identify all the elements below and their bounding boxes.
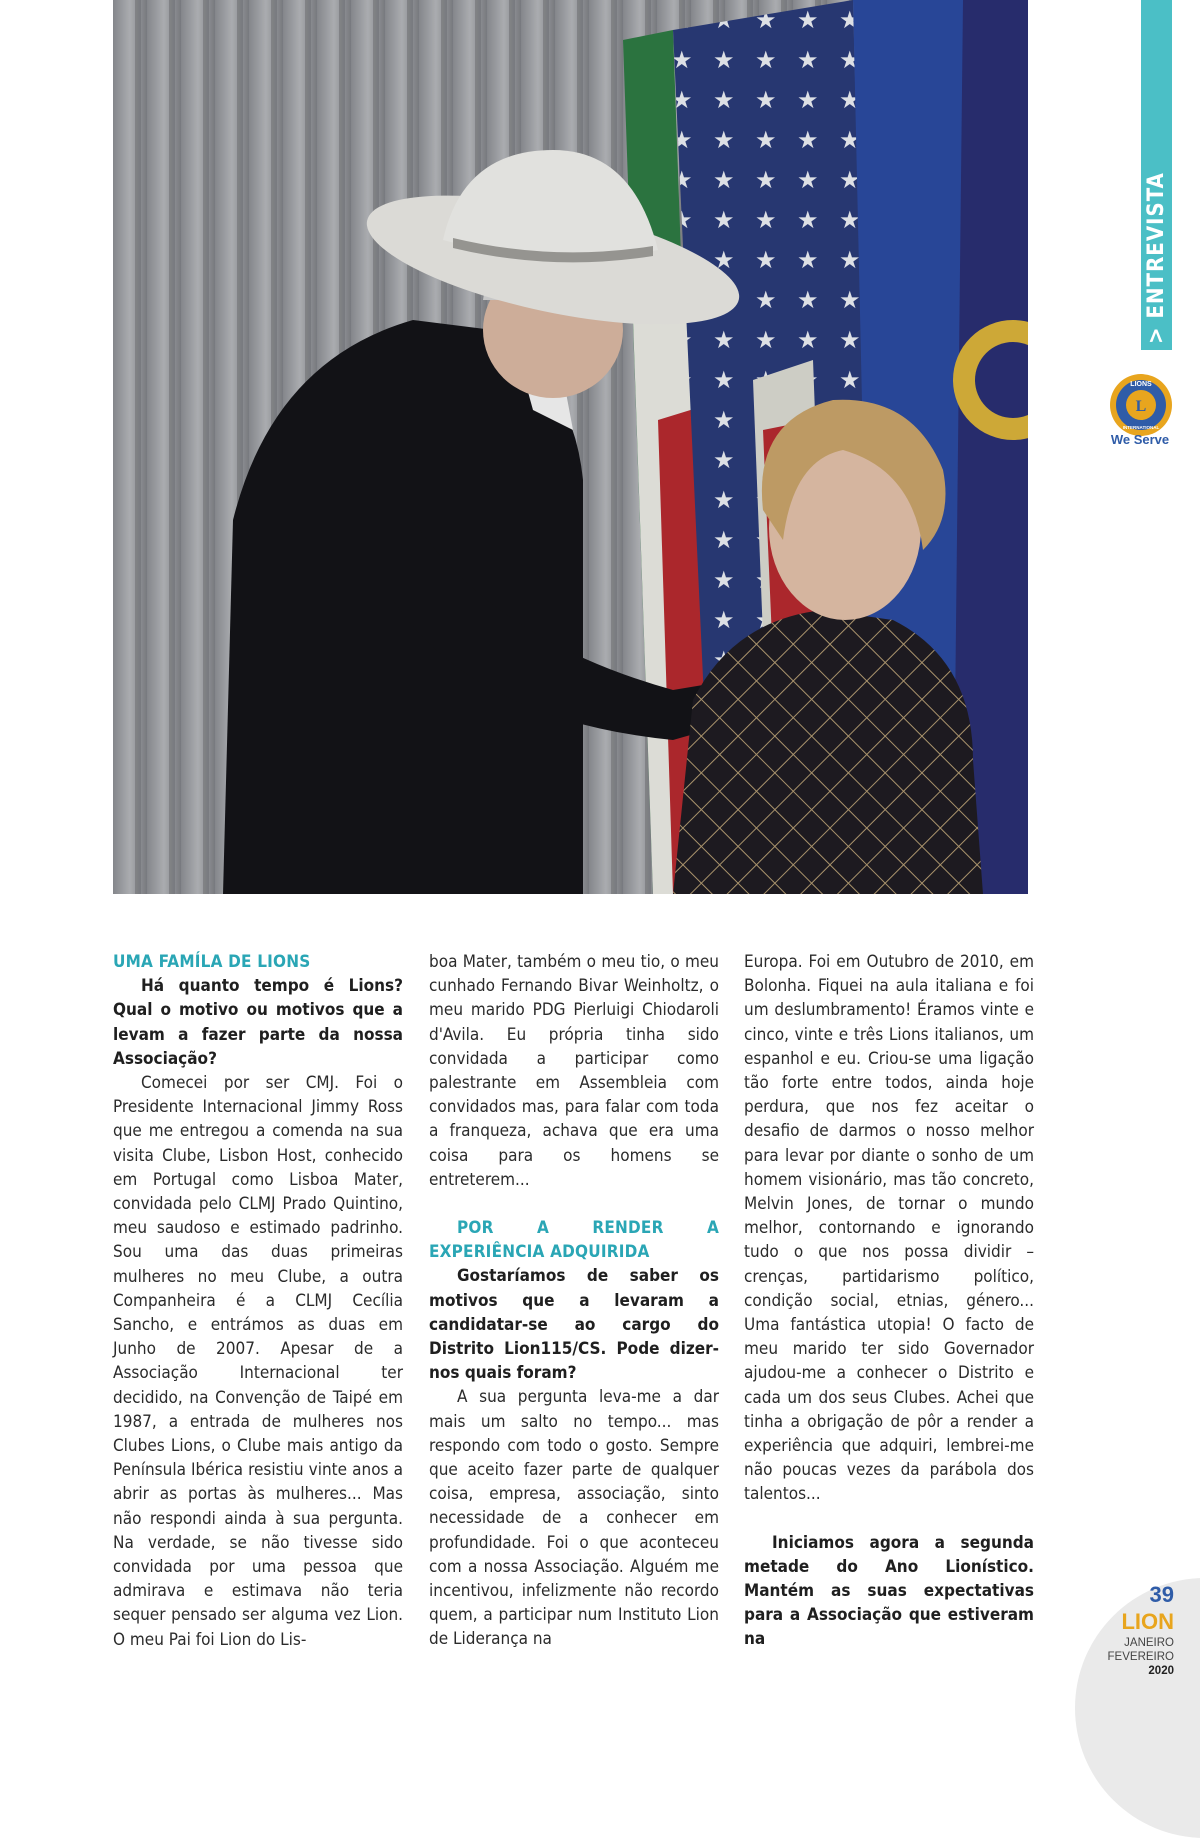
page-number: 39 (1149, 1582, 1174, 1607)
interview-answer-1: Comecei por ser CMJ. Foi o Presidente Internacional Jimmy Ross que me entregou a comenda na sua visita Clube, Lisbon Host, conhecido em Portugal como Lisboa Mater, convidada pelo CLMJ Prado Quintino, meu saudoso e estimado padrinho. Sou uma das duas primeiras mulheres no meu Clube, a outra Companheira é a CLMJ Cecília Sancho, e entrámos as duas em Junho de 2007. Apesar de a Associação Internacional ter decidido, na Convenção de Taipé em 1987, a entrada de mulheres nos Clubes Lions, o Clube mais antigo da Península Ibérica resistiu vinte anos a abrir as portas às mulheres... Mas não respondi ainda à sua pergunta. Na verdade, se não tivesse sido convidada por uma pessoa que admirava e estimava não teria sequer pensado ser alguma vez Lion. O meu Pai foi Lion do Lis- (113, 1073, 403, 1650)
interview-answer-1-continued: boa Mater, também o meu tio, o meu cunhado Fernando Bivar Weinholtz, o meu marido PDG Pierluigi Chiodaroli d'Avila. Eu própria tinha sido convidada a participar como palestrante em Assembleia com convidados mas, para falar com toda a franqueza, achava que era uma coisa para os homens se entreterem... (429, 952, 719, 1190)
interview-question-1: Há quanto tempo é Lions? Qual o motivo ou motivos que a levam a fazer parte da nossa Associação? (113, 976, 403, 1069)
interview-answer-2: A sua pergunta leva-me a dar mais um salto no tempo... mas respondo com todo o gosto. Sempre que aceito fazer parte de qualquer coisa, empresa, associação, sinto necessidade de a conhecer em profundidade. Foi o que aconteceu com a nossa Associação. Alguém me incentivou, infelizmente não recordo quem, a participar num Instituto Lion de Liderança na (429, 1387, 719, 1650)
article-column-1 (113, 950, 403, 1652)
lions-international-logo-icon (1108, 372, 1174, 438)
article-photo (113, 0, 1028, 894)
issue-month-2: FEVEREIRO (1107, 1651, 1174, 1663)
tagline: We Serve (1110, 432, 1170, 447)
logo-sub: INTERNATIONAL (1122, 425, 1160, 430)
section-title-experience: POR A RENDER A EXPERIÊNCIA ADQUIRIDA (429, 1218, 719, 1263)
interview-answer-2-continued: Europa. Foi em Outubro de 2010, em Bolonha. Fiquei na aula italiana e foi um deslumbramento! Éramos vinte e cinco, vinte e três Lions italianos, um espanhol e eu. Criou-se uma ligação tão forte entre todos, ainda hoje perdura, que nos fez aceitar o desafio de darmos o nosso melhor para levar por diante o sonho de um homem visionário, mas tão concreto, Melvin Jones, de tornar o mundo melhor, contornando e ignorando tudo o que nos possa dividir – crenças, partidarismo político, condição social, etnias, género... Uma fantástica utopia! O facto de meu marido ter sido Governador ajudou-me a conhecer o Distrito e cada um dos seus Clubes. Achei que tinha a obrigação de pôr a render a experiência que adquiri, lembrei-me não poucas vezes da parábola dos talentos... (744, 952, 1034, 1505)
article-column-3 (744, 950, 1034, 1652)
section-label: > ENTREVISTA (1144, 172, 1169, 344)
svg-text:L: L (1135, 398, 1147, 415)
photo-ceremony-icon (113, 0, 1028, 894)
issue-year: 2020 (1148, 1665, 1174, 1677)
interview-question-2: Gostaríamos de saber os motivos que a levaram a candidatar-se ao cargo do Distrito Lion115/CS. Pode dizer-nos quais foram? (429, 1266, 719, 1384)
issue-month-1: JANEIRO (1124, 1637, 1174, 1649)
section-title-family: UMA FAMÍLA DE LIONS (113, 952, 311, 972)
magazine-name: LION (1121, 1609, 1174, 1634)
interview-question-3: Iniciamos agora a segunda metade do Ano Lionístico. Mantém as suas expectativas para a Associação que estiveram na (744, 1532, 1034, 1650)
logo-text: LIONS (1130, 381, 1152, 388)
article-column-2 (429, 950, 719, 1652)
